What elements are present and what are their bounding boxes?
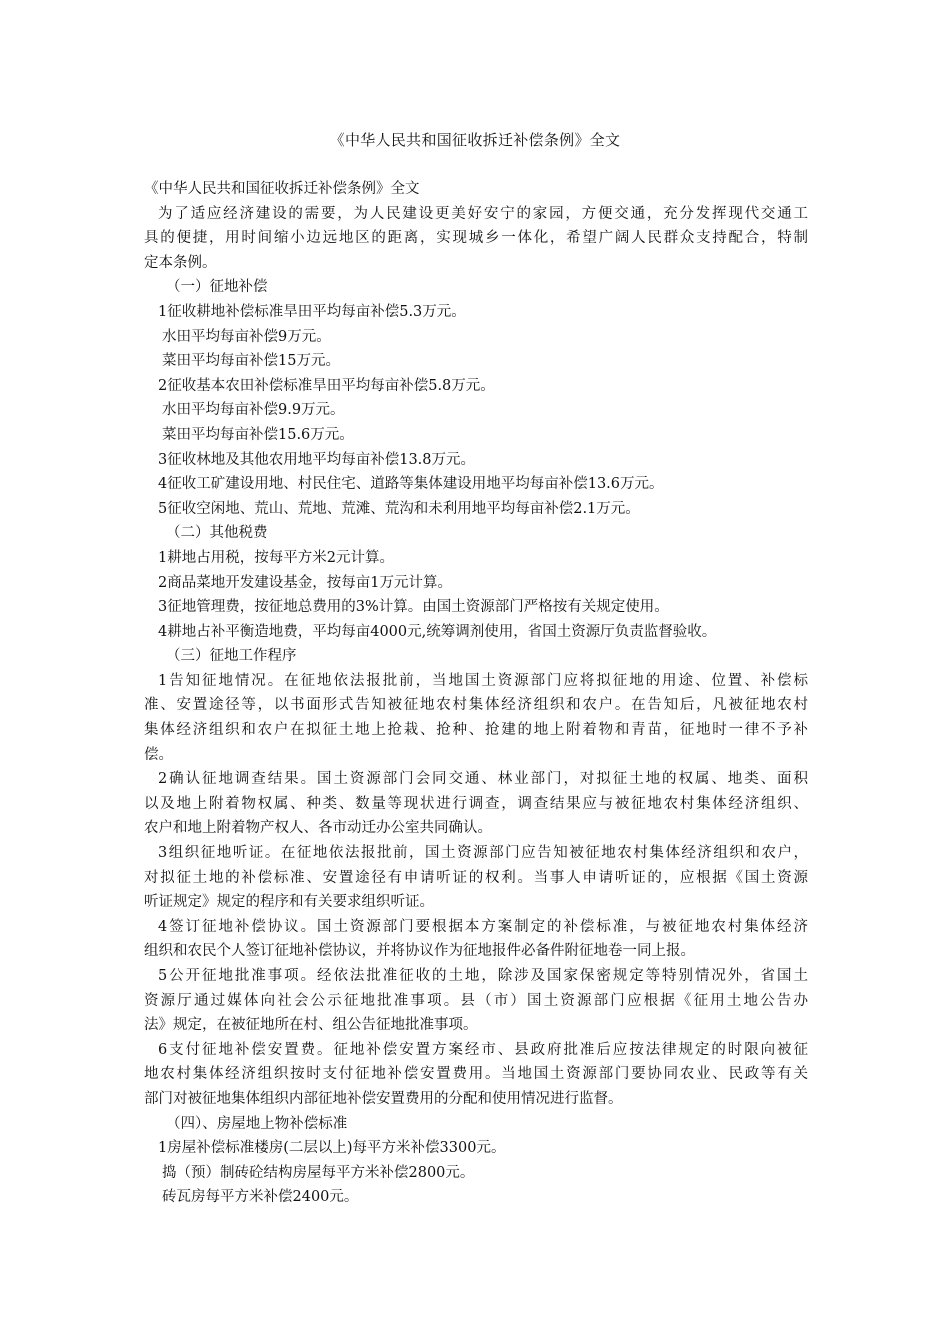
- text-line: 水田平均每亩补偿9万元。: [162, 328, 331, 345]
- text-line: 具的便捷，用时间缩小边远地区的距离，实现城乡一体化，希望广阔人民群众支持配合，特制: [144, 230, 808, 247]
- text-line: 2确认征地调查结果。国土资源部门会同交通、林业部门，对拟征土地的权属、地类、面积: [158, 771, 808, 788]
- text-line: 菜田平均每亩补偿15万元。: [162, 353, 340, 370]
- text-line: 5征收空闲地、荒山、荒地、荒滩、荒沟和未利用地平均每亩补偿2.1万元。: [158, 500, 640, 517]
- text-line: （二）其他税费: [166, 525, 268, 542]
- text-line: 集体经济组织和农户在拟征土地上抢栽、抢种、抢建的地上附着物和青苗，征地时一律不予补: [144, 722, 808, 739]
- text-line: 资源厅通过媒体向社会公示征地批准事项。县（市）国土资源部门应根据《征用土地公告办: [144, 992, 808, 1009]
- text-line: 组织和农民个人签订征地补偿协议，并将协议作为征地报件必备件附征地卷一同上报。: [144, 943, 695, 960]
- text-line: 法》规定，在被征地所在村、组公告征地批准事项。: [144, 1017, 478, 1034]
- text-line: 对拟征土地的补偿标准、安置途径有申请听证的权利。当事人申请听证的，应根据《国土资源: [144, 869, 808, 886]
- text-line: 农户和地上附着物产权人、各市动迁办公室共同确认。: [144, 820, 492, 837]
- text-line: 4耕地占补平衡造地费，平均每亩4000元,统筹调剂使用，省国土资源厅负责监督验收。: [158, 623, 717, 640]
- text-line: 4征收工矿建设用地、村民住宅、道路等集体建设用地平均每亩补偿13.6万元。: [158, 476, 664, 493]
- text-line: 地农村集体经济组织按时支付征地补偿安置费用。当地国土资源部门要协同农业、民政等有关: [144, 1066, 808, 1083]
- text-line: 水田平均每亩补偿9.9万元。: [162, 402, 345, 419]
- text-line: 捣（预）制砖砼结构房屋每平方米补偿2800元。: [162, 1164, 475, 1181]
- text-line: 听证规定》规定的程序和有关要求组织听证。: [144, 894, 434, 911]
- text-line: 1耕地占用税，按每平方米2元计算。: [158, 549, 394, 566]
- text-line: 准、安置途径等，以书面形式告知被征地农村集体经济组织和农户。在告知后，凡被征地农村: [144, 697, 808, 714]
- document-body: [144, 177, 808, 1210]
- text-line: 部门对被征地集体组织内部征地补偿安置费用的分配和使用情况进行监督。: [144, 1090, 623, 1107]
- text-line: 菜田平均每亩补偿15.6万元。: [162, 426, 354, 443]
- text-line: （四）、房屋地上物补偿标准: [166, 1115, 348, 1132]
- text-line: （三）征地工作程序: [166, 648, 297, 665]
- text-line: 以及地上附着物权属、种类、数量等现状进行调查，调查结果应与被征地农村集体经济组织、: [144, 795, 808, 812]
- text-line: 6支付征地补偿安置费。征地补偿安置方案经市、县政府批准后应按法律规定的时限向被征: [158, 1041, 808, 1058]
- text-line: 5公开征地批准事项。经依法批准征收的土地，除涉及国家保密规定等特别情况外，省国土: [158, 968, 808, 984]
- text-line: 4签订征地补偿协议。国土资源部门要根据本方案制定的补偿标准，与被征地农村集体经济: [158, 918, 808, 935]
- text-line: 1房屋补偿标准楼房(二层以上)每平方米补偿3300元。: [158, 1140, 506, 1157]
- text-line: 1征收耕地补偿标准旱田平均每亩补偿5.3万元。: [158, 303, 466, 320]
- text-line: 3征地管理费，按征地总费用的3%计算。由国土资源部门严格按有关规定使用。: [158, 599, 669, 616]
- text-line: （一）征地补偿: [166, 279, 268, 296]
- text-line: 1告知征地情况。在征地依法报批前，当地国土资源部门应将拟征地的用途、位置、补偿标: [158, 672, 808, 689]
- text-line: 为了适应经济建设的需要，为人民建设更美好安宁的家园，方便交通，充分发挥现代交通工: [158, 205, 808, 222]
- text-line: 3征收林地及其他农用地平均每亩补偿13.8万元。: [158, 451, 476, 468]
- text-line: 3组织征地听证。在征地依法报批前，国土资源部门应告知被征地农村集体经济组织和农户，: [158, 845, 808, 862]
- text-line: 定本条例。: [144, 254, 217, 271]
- document-title: 《中华人民共和国征收拆迁补偿条例》全文: [329, 131, 621, 149]
- text-line: 2征收基本农田补偿标准旱田平均每亩补偿5.8万元。: [158, 377, 495, 394]
- text-line: 《中华人民共和国征收拆迁补偿条例》全文: [144, 181, 420, 197]
- text-line: 偿。: [144, 746, 173, 763]
- text-line: 砖瓦房每平方米补偿2400元。: [162, 1189, 359, 1206]
- text-line: 2商品菜地开发建设基金，按每亩1万元计算。: [158, 574, 452, 591]
